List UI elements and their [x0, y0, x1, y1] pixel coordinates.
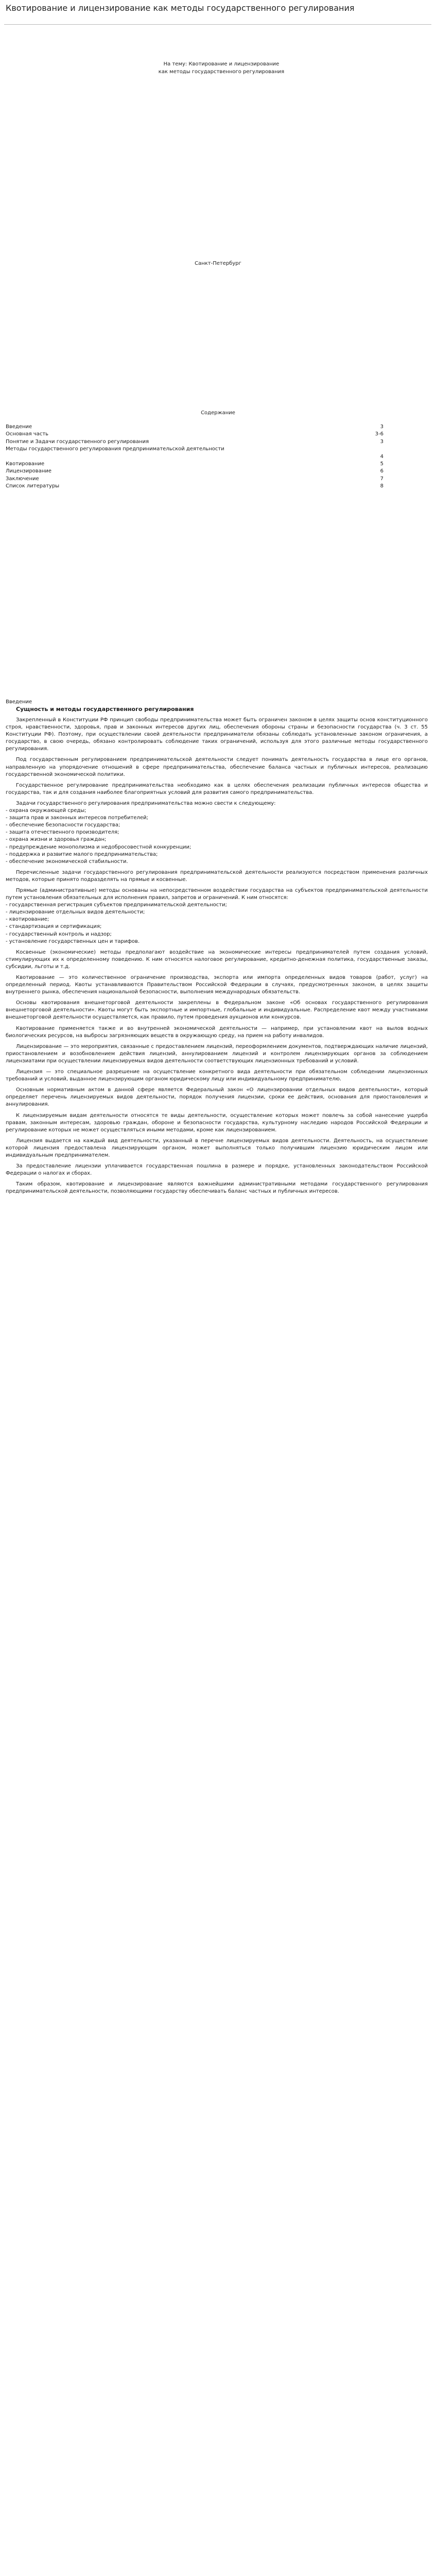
body-paragraph: Лицензия выдается на каждый вид деятельности, указанный в перечне лицензируемых видов деятельности. Деятельность, на осуществление которой лицензия предоставлена лицензирующим органом, может выполняться только получившим лицензию юридическим лицом или индивидуальным предпринимателем. — [6, 1138, 428, 1158]
toc-row-page: 4 — [380, 453, 383, 460]
table-of-contents — [6, 423, 387, 490]
list-item: - государственный контроль и надзор; — [6, 931, 112, 937]
toc-row — [6, 483, 387, 490]
list-item: - установление государственных цен и тарифов. — [6, 938, 140, 944]
document-title: Квотирование и лицензирование как методы государственного регулирования — [6, 3, 355, 13]
body-paragraph: Перечисленные задачи государственного регулирования предпринимательской деятельности реализуются посредством применения различных методов, которые принято подразделять на прямые и косвенные. — [6, 869, 428, 883]
list-item: - охрана жизни и здоровья граждан; — [6, 837, 107, 843]
toc-row-text: Лицензирование — [6, 468, 52, 474]
toc-row-text: Методы государственного регулирования предпринимательской деятельности — [6, 446, 224, 452]
list-item: - обеспечение безопасности государства; — [6, 822, 120, 828]
list-item: - лицензирование отдельных видов деятельности; — [6, 909, 145, 916]
list-item: - поддержка и развитие малого предпринимательства; — [6, 851, 158, 857]
body-paragraph: Лицензирование — это мероприятия, связанные с предоставлением лицензий, переоформлением документов, подтверждающих наличие лицензий, приостановлением и возобновлением действия лицензий, аннулированием лицензий и контролем лицензирующих органов за соблюдением лицензиатами при осуществлении лицензируемых видов деятельности соответствующих лицензионных требований и условий. — [6, 1043, 428, 1064]
list-item: - предупреждение монополизма и недобросовестной конкуренции; — [6, 844, 191, 850]
body-paragraph: Таким образом, квотирование и лицензирование являются важнейшими административными методами государственного регулирования предпринимательской деятельности, позволяющими государству обеспечивать баланс частных и публичных интересов. — [6, 1181, 428, 1195]
toc-row — [6, 431, 387, 438]
body-paragraph: Лицензия — это специальное разрешение на осуществление конкретного вида деятельности при обязательном соблюдении лицензионных требований и условий, выданное лицензирующим органом юридическому лицу или индивидуальному предпринимателю. — [6, 1069, 428, 1082]
toc-row — [6, 461, 387, 468]
toc-row — [6, 423, 387, 431]
toc-row — [6, 438, 387, 446]
body-paragraph: Основы квотирования внешнеторговой деятельности закреплены в Федеральном законе «Об основах государственного регулирования внешнеторговой деятельности». Квоты могут быть экспортные и импортные, глобальные и индивидуальные. Распределение квот между участниками внешнеторговой деятельности осуществляется, как правило, путем проведения аукционов или конкурсов. — [6, 1000, 428, 1021]
toc-row-text: Заключение — [6, 476, 39, 482]
body-paragraphs — [6, 717, 428, 1195]
topic-line-2: как методы государственного регулирования — [158, 69, 285, 75]
toc-row-page: 7 — [380, 476, 383, 482]
city-line: Санкт-Петербург — [195, 261, 241, 266]
body-paragraph: Прямые (административные) методы основаны на непосредственном воздействии государства на субъектов предпринимательской деятельности путем установления обязательных для исполнения правил, запретов и ограничений. К ним относятся: — [6, 887, 428, 901]
intro-heading: Введение — [6, 699, 32, 705]
toc-row-text: Список литературы — [6, 483, 60, 489]
list-item: - стандартизация и сертификация; — [6, 924, 102, 930]
body-paragraph: Квотирование — это количественное ограничение производства, экспорта или импорта определенных видов товаров (работ, услуг) на определенный период. Квоты устанавливаются Правительством Российской Федерации в случаях, предусмотренных законом, в целях защиты внутреннего рынка, обеспечения национальной безопасности, выполнения международных обязательств. — [6, 975, 428, 995]
body-paragraph: Косвенные (экономические) методы предполагают воздействие на экономические интересы предпринимателей путем создания условий, стимулирующих их к определенному поведению. К ним относятся налоговое регулирование, кредитно-денежная политика, государственные заказы, субсидии, льготы и т.д. — [6, 949, 428, 970]
toc-heading: Содержание — [201, 410, 235, 416]
list-item: - квотирование; — [6, 917, 49, 923]
body-paragraph: Закрепленный в Конституции РФ принцип свободы предпринимательства может быть ограничен законом в целях защиты основ конституционного строя, нравственности, здоровья, прав и законных интересов других лиц, обеспечения обороны страны и безопасности государства (ч. 3 ст. 55 Конституции РФ). Поэтому, при осуществлении своей деятельности предприниматели обязаны соблюдать установленные законом ограничения, а государство, в свою очередь, обязано контролировать соблюдение таких ограничений, используя для этого различные методы государственного регулирования. — [6, 717, 428, 752]
toc-row-page: 5 — [380, 461, 383, 467]
toc-row-page: 6 — [380, 468, 383, 474]
body-paragraph: К лицензируемым видам деятельности относятся те виды деятельности, осуществление которых может повлечь за собой нанесение ущерба правам, законным интересам, здоровью граждан, обороне и безопасности государства, культурному наследию народов Российской Федерации и регулирование которых не может осуществляться иными методами, кроме как лицензированием. — [6, 1112, 428, 1133]
main-body — [6, 699, 428, 1195]
toc-row-page: 3 — [380, 438, 383, 445]
list-item: - защита отечественного производителя; — [6, 829, 119, 836]
toc-row-page: 3-6 — [375, 431, 383, 437]
body-paragraph: Квотирование применяется также и во внутренней экономической деятельности — например, при установлении квот на вылов водных биологических ресурсов, на выбросы загрязняющих веществ в окружающую среду, на прием на работу инвалидов. — [6, 1025, 428, 1039]
list-item: - охрана окружающей среды; — [6, 808, 86, 814]
toc-row-text: Понятие и Задачи государственного регулирования — [6, 438, 149, 445]
toc-row-page: 8 — [380, 483, 383, 489]
toc-row-text: Введение — [6, 424, 32, 430]
toc-row — [6, 446, 387, 461]
list-item: - государственная регистрация субъектов предпринимательской деятельности; — [6, 902, 227, 908]
toc-row — [6, 468, 387, 475]
body-paragraph: За предоставление лицензии уплачивается государственная пошлина в размере и порядке, установленных законодательством Российской Федерации о налогах и сборах. — [6, 1163, 428, 1177]
list-item: - защита прав и законных интересов потребителей; — [6, 815, 148, 821]
body-paragraph: Под государственным регулированием предпринимательской деятельности следует понимать деятельность государства в лице его органов, направленную на упорядочение отношений в сфере предпринимательства, обеспечение баланса частных и публичных интересов, реализацию государственной экономической политики. — [6, 757, 428, 777]
toc-row — [6, 476, 387, 483]
title-divider — [4, 24, 431, 25]
toc-row-text: Основная часть — [6, 431, 49, 437]
topic-line-1: На тему: Квотирование и лицензирование — [163, 61, 280, 67]
body-paragraph: Задачи государственного регулирования предпринимательства можно свести к следующему: — [16, 800, 276, 806]
toc-row-page: 3 — [380, 424, 383, 430]
body-paragraph: Государственное регулирование предпринимательства необходимо как в целях обеспечения реализации публичных интересов общества и государства, так и для создания наиболее благоприятных условий для развития самого предпринимательства. — [6, 782, 428, 795]
section-title: Сущность и методы государственного регулирования — [16, 706, 194, 713]
toc-row-text: Квотирование — [6, 461, 45, 467]
list-item: - обеспечение экономической стабильности. — [6, 858, 128, 865]
body-paragraph: Основным нормативным актом в данной сфере является Федеральный закон «О лицензировании отдельных видов деятельности», который определяет перечень лицензируемых видов деятельности, порядок получения лицензии, сроки ее действия, основания для приостановления и аннулирования. — [6, 1087, 428, 1108]
